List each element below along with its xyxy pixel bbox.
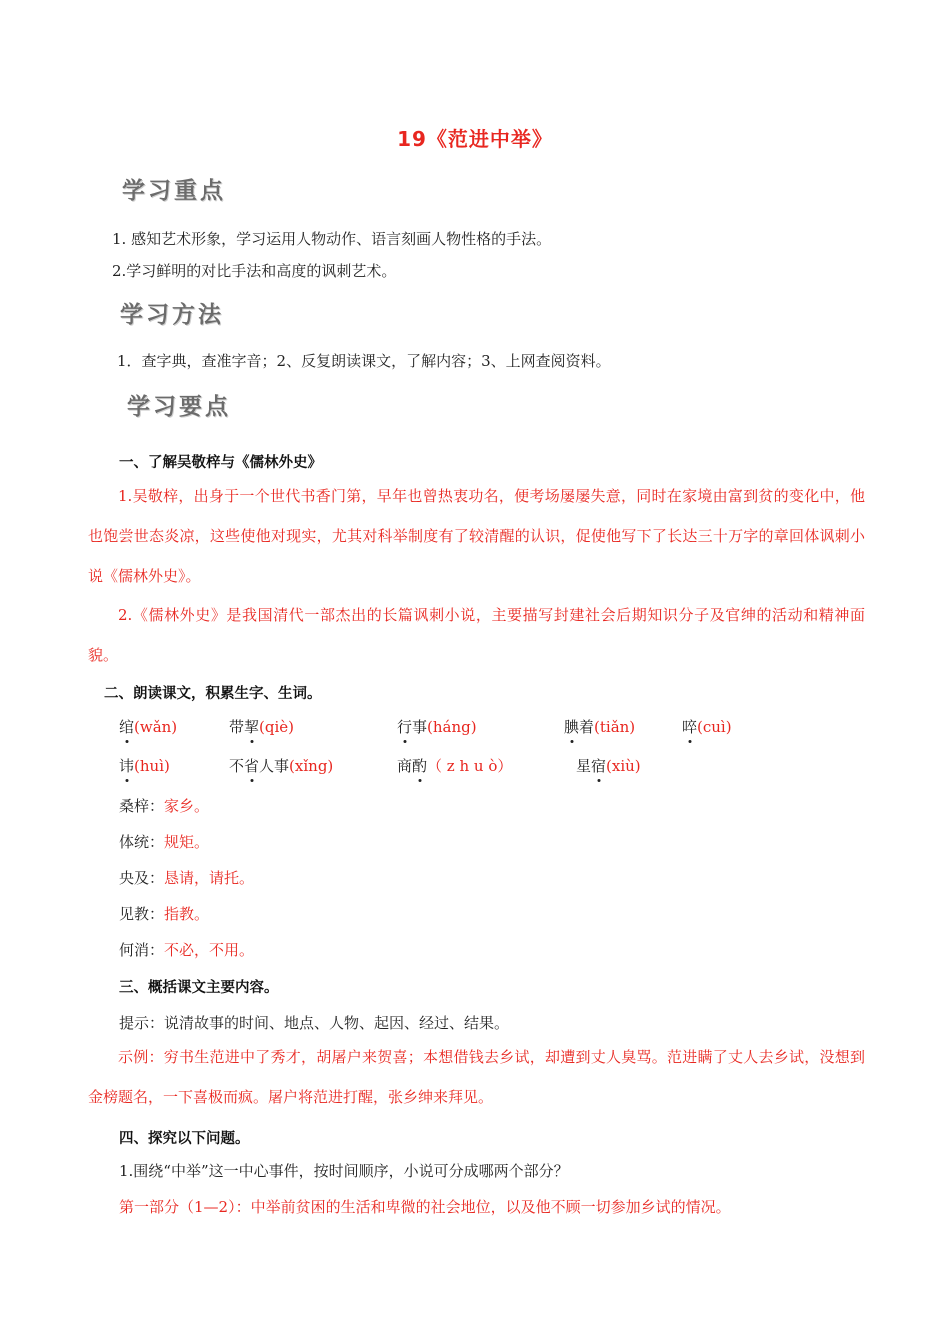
part3-hint: 提示：说清故事的时间、地点、人物、起因、经过、结果。 [119,1014,510,1032]
part1-paragraph-2: 2.《儒林外史》是我国清代一部杰出的长篇讽刺小说，主要描写封建社会后期知识分子及官绅的活动和精神面貌。 [88,606,865,664]
vocab-item: 行事(háng) [397,718,477,736]
vocab-item: 讳(huì) [119,757,170,775]
section-heading-focus: 学习重点 [122,177,226,204]
vocab-item: 商酌（ z h u ò） [397,757,513,775]
part4-answer-1: 第一部分（1—2）：中举前贫困的生活和卑微的社会地位，以及他不顾一切参加乡试的情况。 [119,1198,731,1216]
part1-paragraph-1: 1.吴敬梓，出身于一个世代书香门第，早年也曾热衷功名，便考场屡屡失意，同时在家境由富到贫的变化中，他也饱尝世态炎凉，这些使他对现实，尤其对科举制度有了较清醒的认识，促使他写下了长达三十万字的章回体讽刺小说《儒林外史》。 [88,487,865,585]
section-heading-points: 学习要点 [127,393,231,420]
focus-item-1: 1. 感知艺术形象，学习运用人物动作、语言刻画人物性格的手法。 [112,230,552,248]
part3-example: 示例：穷书生范进中了秀才，胡屠户来贺喜；本想借钱去乡试，却遭到丈人臭骂。范进瞒了丈人去乡试，没想到金榜题名，一下喜极而疯。屠户将范进打醒，张乡绅来拜见。 [88,1048,865,1106]
part4-heading: 四、探究以下问题。 [119,1131,250,1147]
word-definition: 体统：规矩。 [119,833,210,851]
part1-heading: 一、了解吴敬梓与《儒林外史》 [119,455,322,471]
vocab-item: 绾(wǎn) [119,718,178,736]
vocab-item: 不省人事(xǐng) [229,757,334,775]
vocab-item: 腆着(tiǎn) [564,718,636,736]
method-text: 1．查字典，查准字音；2、反复朗读课文，了解内容；3、上网查阅资料。 [117,352,611,370]
word-definition: 央及：恳请，请托。 [119,869,255,887]
word-definition: 何消：不必，不用。 [119,941,255,959]
part4-question-1: 1.围绕“中举”这一中心事件，按时间顺序，小说可分成哪两个部分？ [119,1162,569,1180]
vocab-item: 带挈(qiè) [229,718,295,736]
word-definition: 桑梓：家乡。 [119,797,210,815]
word-definition: 见教：指教。 [119,905,210,923]
part2-heading: 二、朗读课文，积累生字、生词。 [104,686,322,702]
focus-item-2: 2.学习鲜明的对比手法和高度的讽刺艺术。 [112,262,397,280]
page-title: 19《范进中举》 [397,127,553,151]
section-heading-method: 学习方法 [120,301,224,328]
vocab-item: 星宿(xiù) [576,757,641,775]
part3-heading: 三、概括课文主要内容。 [119,980,279,996]
vocab-item: 啐(cuì) [682,718,732,736]
